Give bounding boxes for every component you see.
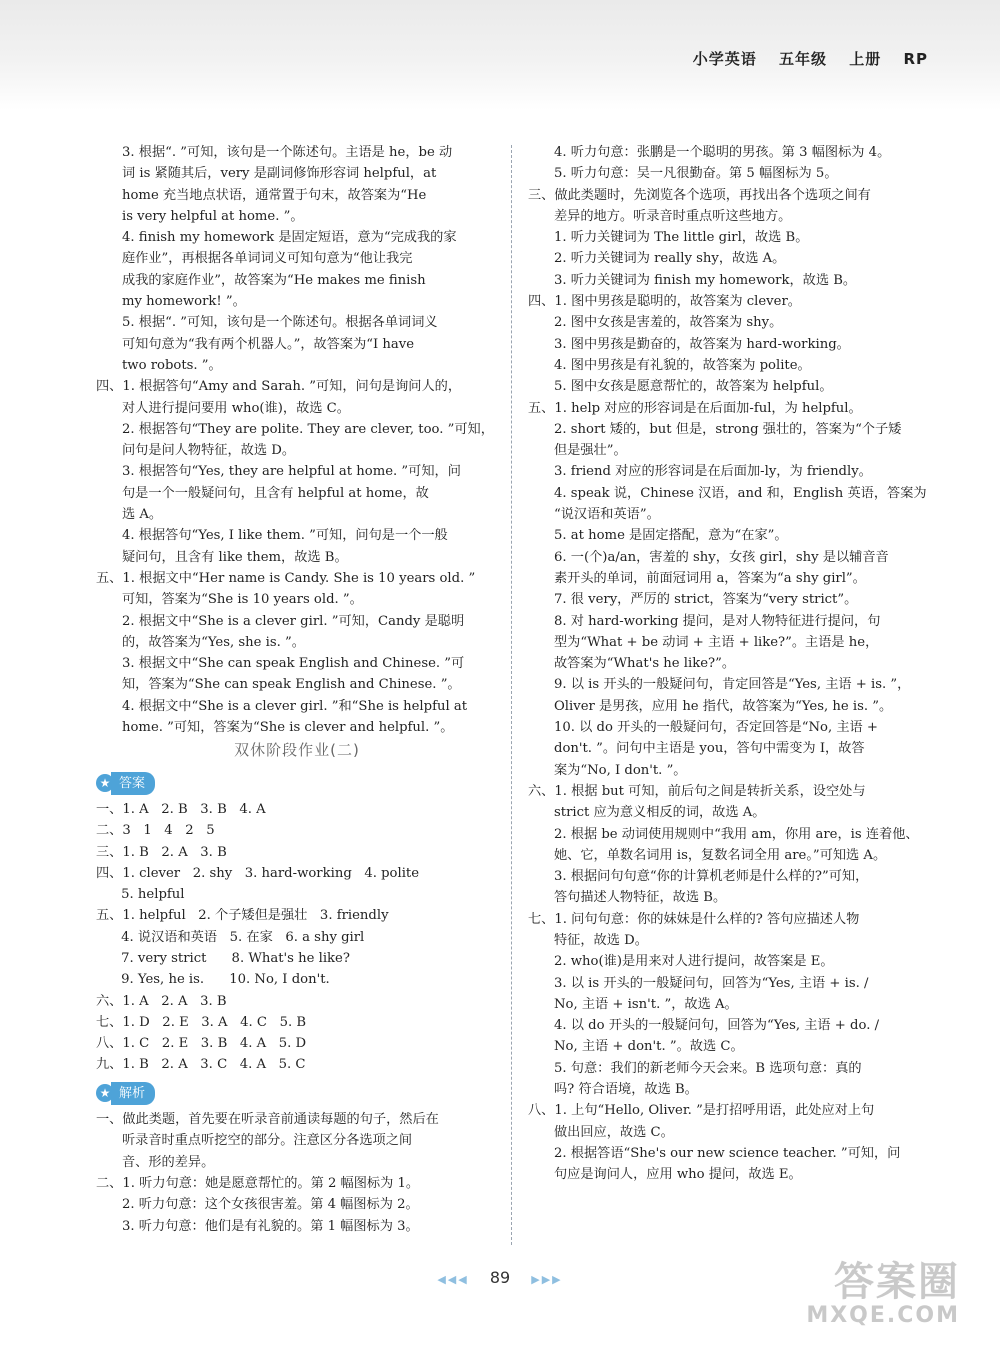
text-line: 对人进行提问要用 who(谁)，故选 C。 [122, 400, 350, 416]
text-line: 3. 根据答句“Yes, they are helpful at home. ”可知，问 [122, 464, 461, 480]
watermark-site: MXQE.COM [806, 1303, 960, 1328]
text-line: 3. 听力句意：他们是有礼貌的。第 1 幅图标为 3。 [122, 1218, 419, 1234]
header-subject: 小学英语 [692, 50, 757, 68]
text-line: 答句描述人物特征，故选 B。 [554, 890, 727, 906]
text-line: don't. ”。问句中主语是 you，答句中需变为 I，故答 [554, 741, 865, 757]
text-line: 3. 听力关键词为 finish my homework，故选 B。 [554, 272, 857, 288]
next-arrows-icon: ▶▶▶ [531, 1273, 563, 1286]
text-line: 3. 图中男孩是勤奋的，故答案为 hard-working。 [554, 336, 850, 352]
text-line: 四、1. clever 2. shy 3. hard-working 4. polite [96, 865, 420, 881]
right-column [528, 142, 928, 1186]
text-line: 9. Yes, he is. 10. No, I don't. [96, 972, 330, 988]
text-line: two robots. ”。 [122, 357, 222, 373]
text-line: 听录音时重点听挖空的部分。注意区分各选项之间 [122, 1133, 413, 1149]
answers-tag [96, 772, 155, 795]
text-line: 4. 图中男孩是有礼貌的，故答案为 polite。 [554, 357, 811, 373]
text-line: 2. 图中女孩是害羞的，故答案为 shy。 [554, 315, 783, 331]
answers-list [96, 799, 498, 1076]
analysis-label: 解析 [111, 1082, 155, 1105]
text-line: 四、1. 根据答句“Amy and Sarah. ”可知，问句是询问人的， [96, 379, 462, 395]
text-line: 2. 听力句意：这个女孩很害羞。第 4 幅图标为 2。 [122, 1197, 419, 1213]
text-line: 五、1. 根据文中“Her name is Candy. She is 10 years old. ” [96, 570, 476, 586]
text-line: 5. at home 是固定搭配，意为“在家”。 [554, 528, 788, 544]
text-line: strict 应为意义相反的词，故选 A。 [554, 805, 766, 821]
text-line: 做出回应，故选 C。 [554, 1124, 674, 1140]
text-line: 她、它，单数名词用 is，复数名词全用 are。”可知选 A。 [554, 847, 887, 863]
text-line: 五、1. help 对应的形容词是在后面加-ful，为 helpful。 [528, 400, 862, 416]
analysis-tag [96, 1082, 155, 1105]
text-line: 案为“No, I don't. ”。 [554, 762, 687, 778]
text-line: 2. who(谁)是用来对人进行提问，故答案是 E。 [554, 954, 834, 970]
text-line: 七、1. 问句句意：你的妹妹是什么样的? 答句应描述人物 [528, 911, 860, 927]
header-edition: RP [903, 50, 928, 68]
text-line: 疑问句，且含有 like them，故选 B。 [122, 549, 348, 565]
text-line: 7. 很 very，严厉的 strict，答案为“very strict”。 [554, 592, 858, 608]
text-line: 二、1. 听力句意：她是愿意帮忙的。第 2 幅图标为 1。 [96, 1175, 420, 1191]
text-line: 一、做此类题，首先要在听录音前通读每题的句子，然后在 [96, 1112, 439, 1128]
text-line: 3. friend 对应的形容词是在后面加-ly，为 friendly。 [554, 464, 872, 480]
text-line: 2. 根据文中“She is a clever girl. ”可知，Candy 是聪明 [122, 613, 465, 629]
text-line: 1. 听力关键词为 The little girl，故选 B。 [554, 230, 809, 246]
text-line: 八、1. 上句“Hello, Oliver. ”是打招呼用语，此处应对上句 [528, 1103, 875, 1119]
star-icon: ★ [96, 1084, 114, 1102]
text-line: 选 A。 [122, 507, 163, 523]
text-line: 可知句意为“我有两个机器人。”，故答案为“I have [122, 336, 415, 352]
text-line: “说汉语和英语”。 [554, 507, 660, 523]
text-line: 七、1. D 2. E 3. A 4. C 5. B [96, 1014, 307, 1030]
text-line: 故答案为“What's he like?”。 [554, 656, 736, 672]
text-line: 知，答案为“She can speak English and Chinese. ”。 [122, 677, 461, 693]
text-line: 一、1. A 2. B 3. B 4. A [96, 801, 266, 817]
text-line: 型为“What + be 动词 + 主语 + like?”。主语是 he， [554, 634, 879, 650]
header-term: 上册 [849, 50, 882, 68]
text-line: 5. 听力句意：吴一凡很勤奋。第 5 幅图标为 5。 [554, 166, 838, 182]
prev-arrows-icon: ◀◀◀ [437, 1273, 469, 1286]
text-line: 4. 说汉语和英语 5. 在家 6. a shy girl [96, 929, 365, 945]
page-header [677, 48, 928, 69]
analysis-list [96, 1109, 498, 1237]
text-line: Oliver 是男孩，应用 he 指代，故答案为“Yes, he is. ”。 [554, 698, 893, 714]
text-line: 五、1. helpful 2. 个子矮但是强壮 3. friendly [96, 908, 389, 924]
text-line: No, 主语 + don't. ”。故选 C。 [554, 1039, 744, 1055]
text-line: 九、1. B 2. A 3. C 4. A 5. C [96, 1057, 306, 1073]
answers-label: 答案 [111, 772, 155, 795]
text-line: 成我的家庭作业”，故答案为“He makes me finish [122, 272, 426, 288]
header-grade: 五年级 [778, 50, 827, 68]
text-line: 2. 根据 be 动词使用规则中“我用 am，你用 are，is 连着他、 [554, 826, 919, 842]
text-line: 句应是询问人，应用 who 提问，故选 E。 [554, 1167, 802, 1183]
text-line: 吗? 符合语境，故选 B。 [554, 1082, 698, 1098]
text-line: home. ”可知，答案为“She is clever and helpful. ”。 [122, 720, 454, 736]
watermark-logo-text: 答案圈 [834, 1259, 960, 1305]
right-explanations [528, 142, 928, 1186]
column-divider [511, 145, 512, 1245]
section-title: 双休阶段作业(二) [234, 741, 360, 760]
text-line: 5. 图中女孩是愿意帮忙的，故答案为 helpful。 [554, 379, 833, 395]
text-line: my homework! ”。 [122, 294, 246, 310]
text-line: 的，故答案为“Yes, she is. ”。 [122, 634, 305, 650]
text-line: 4. 根据文中“She is a clever girl. ”和“She is helpful at [122, 698, 468, 714]
text-line: 6. 一(个)a/an，害羞的 shy，女孩 girl，shy 是以辅音音 [554, 549, 889, 565]
text-line: 2. 根据答句“They are polite. They are clever, too. ”可知， [122, 421, 494, 437]
text-line: 六、1. 根据 but 可知，前后句之间是转折关系，设空处与 [528, 783, 866, 799]
text-line: 2. short 矮的，but 但是，strong 强壮的，答案为“个子矮 [554, 421, 902, 437]
text-line: 句是一个一般疑问句，且含有 helpful at home，故 [122, 485, 429, 501]
text-line: 5. 句意：我们的新老师今天会来。B 选项句意：真的 [554, 1060, 862, 1076]
text-line: 8. 对 hard-working 提问，是对人物特征进行提问，句 [554, 613, 881, 629]
text-line: 三、1. B 2. A 3. B [96, 844, 227, 860]
text-line: 3. 以 is 开头的一般疑问句，回答为“Yes, 主语 + is. / [554, 975, 869, 991]
left-column [96, 142, 498, 1237]
watermark-logo [806, 1261, 960, 1328]
text-line: 4. 根据答句“Yes, I like them. ”可知，问句是一个一般 [122, 528, 448, 544]
text-line: 但是强壮”。 [554, 443, 627, 459]
text-line: 词 is 紧随其后，very 是副词修饰形容词 helpful，at [122, 166, 437, 182]
star-icon: ★ [96, 774, 114, 792]
text-line: 音、形的差异。 [122, 1154, 215, 1170]
text-line: 二、3 1 4 2 5 [96, 823, 215, 839]
text-line: 4. speak 说，Chinese 汉语，and 和，English 英语，答案为 [554, 485, 927, 501]
text-line: 六、1. A 2. A 3. B [96, 993, 227, 1009]
text-line: 10. 以 do 开头的一般疑问句，否定回答是“No, 主语 + [554, 720, 878, 736]
text-line: 3. 根据“. ”可知，该句是一个陈述句。主语是 he，be 动 [122, 145, 453, 160]
text-line: 3. 根据问句句意“你的计算机老师是什么样的?”可知， [554, 869, 869, 885]
text-line: 四、1. 图中男孩是聪明的，故答案为 clever。 [528, 294, 801, 310]
text-line: 2. 根据答语“She's our new science teacher. ”可知，问 [554, 1145, 901, 1161]
text-line: 4. 听力句意：张鹏是一个聪明的男孩。第 3 幅图标为 4。 [554, 145, 891, 160]
text-line: 7. very strict 8. What's he like? [96, 950, 350, 966]
text-line: is very helpful at home. ”。 [122, 208, 304, 224]
text-line: 4. 以 do 开头的一般疑问句，回答为“Yes, 主语 + do. / [554, 1018, 880, 1034]
text-line: 问句是问人物特征，故选 D。 [122, 443, 296, 459]
text-line: 庭作业”，再根据各单词词义可知句意为“他让我完 [122, 251, 413, 267]
text-line: 差异的地方。听录音时重点听这些地方。 [554, 208, 792, 224]
page-number: 89 [489, 1268, 511, 1287]
text-line: 2. 听力关键词为 really shy，故选 A。 [554, 251, 786, 267]
text-line: 八、1. C 2. E 3. B 4. A 5. D [96, 1036, 307, 1052]
text-line: 素开头的单词，前面冠词用 a，答案为“a shy girl”。 [554, 570, 866, 586]
text-line: 4. finish my homework 是固定短语，意为“完成我的家 [122, 230, 457, 246]
text-line: 5. 根据“. ”可知，该句是一个陈述句。根据各单词词义 [122, 315, 438, 331]
text-line: No, 主语 + isn't. ”，故选 A。 [554, 996, 738, 1012]
text-line: 可知，答案为“She is 10 years old. ”。 [122, 592, 363, 608]
text-line: 3. 根据文中“She can speak English and Chinese. ”可 [122, 656, 465, 672]
left-explanations [96, 142, 498, 738]
text-line: 三、做此类题时，先浏览各个选项，再找出各个选项之间有 [528, 187, 871, 203]
text-line: 5. helpful [96, 887, 185, 903]
text-line: 特征，故选 D。 [554, 932, 648, 948]
text-line: 9. 以 is 开头的一般疑问句，肯定回答是“Yes, 主语 + is. ”， [554, 677, 911, 693]
text-line: home 充当地点状语，通常置于句末，故答案为“He [122, 187, 427, 203]
